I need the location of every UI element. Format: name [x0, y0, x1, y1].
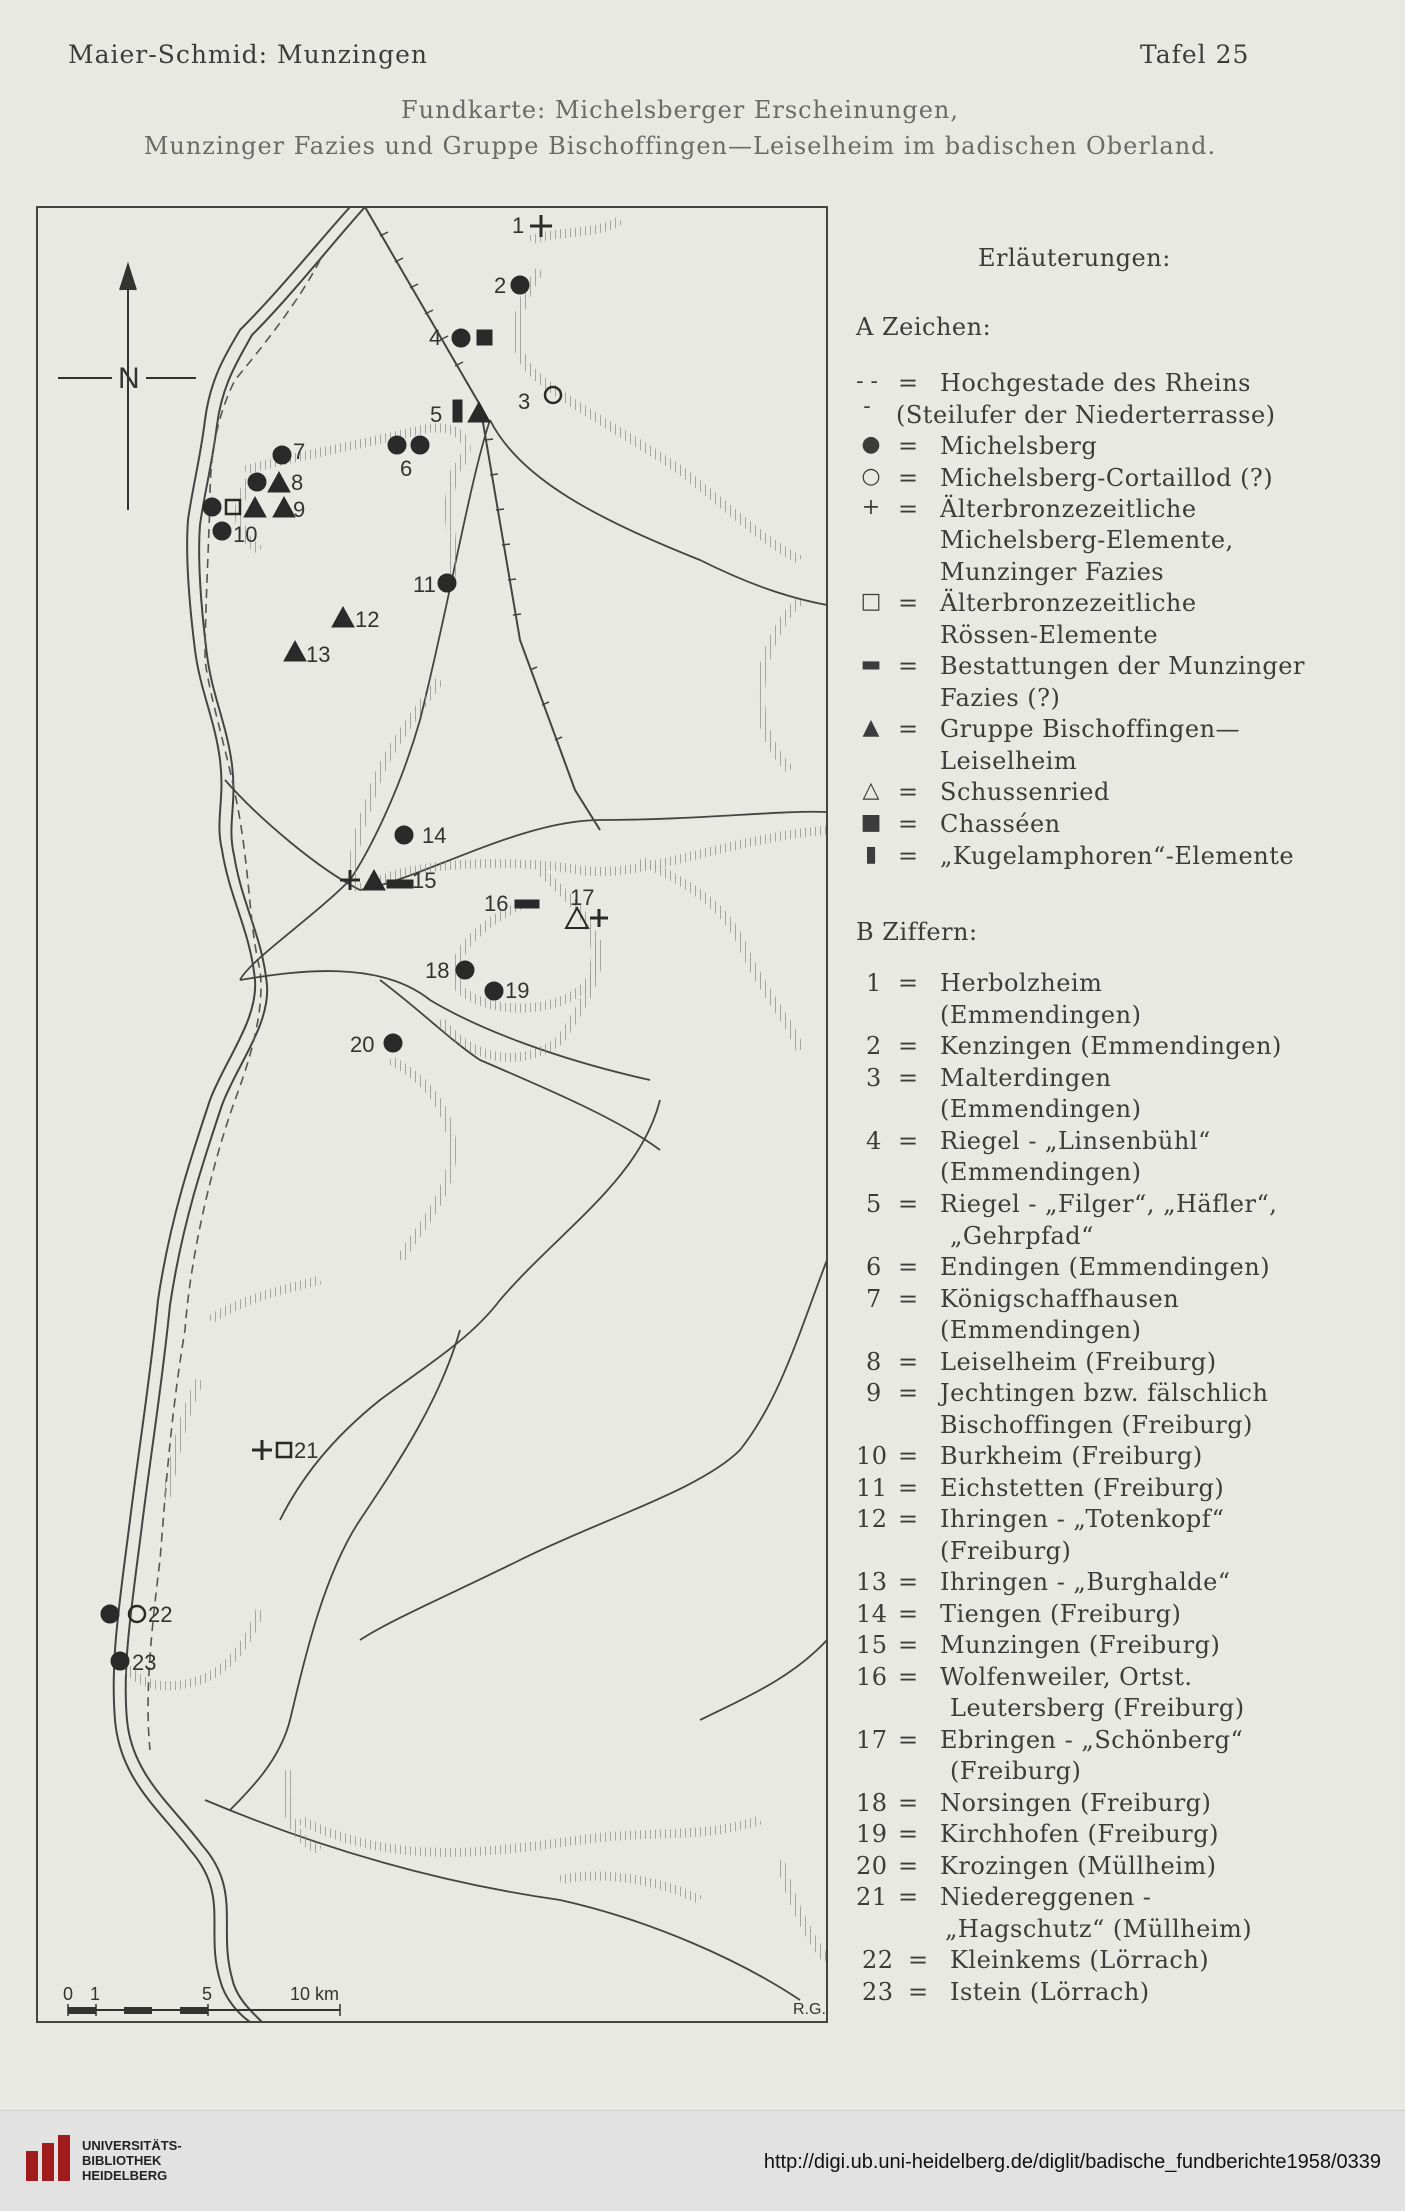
site-6-michelsberg-b — [411, 436, 429, 454]
entry-number: 16 — [856, 1663, 888, 1691]
entry-number: 17 — [856, 1726, 888, 1754]
entry-text: Ebringen - „Schönberg“ — [940, 1726, 1244, 1754]
site-label-22: 22 — [148, 1602, 173, 1627]
site-19-michelsberg — [485, 982, 503, 1000]
entry-number: 20 — [856, 1852, 888, 1880]
site-14-michelsberg — [395, 826, 413, 844]
site-4-chasseen — [477, 330, 492, 345]
site-label-16: 16 — [484, 891, 509, 916]
entry-text-2: (Emmendingen) — [940, 1095, 1142, 1123]
site-label-10: 10 — [233, 522, 258, 547]
library-name: UNIVERSITÄTS- BIBLIOTHEK HEIDELBERG — [82, 2138, 182, 2183]
page: Maier-Schmid: Munzingen Tafel 25 Fundkarte: Michelsberger Erscheinungen, Munzinger Fazies und Gruppe Bischoffingen—Leiselheim im badischen Oberland. N 0 1 5 10 km R.G. 1 2 3 4 5 6 7 8 9 10 11 12 13 14 15 16 17 18 19 20 21 22 23 Erläuterungen: A Zeichen: - - - = Hochgestade des Rheins (Steilufer der Niederterrasse) ● = Michelsberg ○ = Michelsberg-Cortaillod (?) + = Älterbronzezeitliche Michelsberg-Elemente, Munzinger Fazies □ = Älterbronzezeitliche Rössen-Elemente ▬ = Bestattungen der Munzinger Fazies (?) ▲ = Gruppe Bischoffingen— Leiselheim △ = Schussenried ■ = Chasséen ▮ = „Kugelamphoren“-Elemente B Ziffern: 1 = Herbolzheim (Emmendingen) 2 = Kenzingen (Emmendingen) 3 = Malterdingen (Emmendingen) 4 = Riegel - „Linsenbühl“ (Emmendingen) 5 = Riegel - „Filger“, „Häfler“, „Gehrpfad“ 6 = Endingen (Emmendingen) 7 = Königschaffhausen (Emmendingen) 8 = Leiselheim (Freiburg) 9 = Jechtingen bzw. fälschlich Bischoffingen (Freiburg) 10 = Burkheim (Freiburg) 11 = Eichstetten (Freiburg) 12 = Ihringen - „Totenkopf“ (Freiburg) 13 = Ihringen - „Burghalde“ 14 = Tiengen (Freiburg) 15 = Munzingen (Freiburg) 16 = Wolfenweiler, Ortst. Leutersberg (Freiburg) 17 = Ebringen - „Schönberg“ (Freiburg) 18 = Norsingen (Freiburg) 19 = Kirchhofen (Freiburg) 20 = Krozingen (Müllheim) 21 = Niedereggenen - „Hagschutz“ (Müllheim) 22 = Kleinkems (Lörrach) 23 = Istein (Lörrach) — [0, 0, 1405, 2110]
entry-text: Königschaffhausen — [940, 1285, 1180, 1313]
site-label-18: 18 — [425, 958, 450, 983]
site-label-12: 12 — [355, 607, 380, 632]
legend-panel: Erläuterungen: A Zeichen: - - - = Hochgestade des Rheins (Steilufer der Niederterrasse) ● = Michelsberg ○ = Michelsberg-Cortaillod (?) + = Älterbronzezeitliche Michelsberg-Elemente, Munzinger Fazies □ = Älterbronzezeitliche Rössen-Elemente ▬ = Bestattungen der Munzinger Fazies (?) ▲ = Gruppe Bischoffingen— Leiselheim △ = Schussenried ■ = Chasséen ▮ = „Kugelamphoren“-Elemente B Ziffern: — [0, 0, 1405, 2110]
legend-text-bestattungen-1: Bestattungen der Munzinger — [940, 652, 1305, 680]
site-2-michelsberg — [511, 276, 529, 294]
legend-sym-schussenried: △ — [862, 778, 880, 803]
ub-heidelberg-logo-icon[interactable] — [22, 2133, 74, 2185]
railway-ticks — [380, 232, 562, 740]
legend-text-bronze-2: Michelsberg-Elemente, — [940, 526, 1234, 554]
running-header-right: Tafel 25 — [1140, 40, 1250, 69]
entry-text: Kirchhofen (Freiburg) — [940, 1820, 1219, 1848]
scale-label-1: 1 — [90, 1984, 101, 2004]
legend-text-bronze-1: Älterbronzezeitliche — [940, 495, 1197, 523]
site-label-1: 1 — [512, 213, 525, 238]
site-label-3: 3 — [518, 389, 531, 414]
site-label-7: 7 — [293, 439, 306, 464]
site-label-5: 5 — [430, 402, 443, 427]
legend-text-hochgestade: Hochgestade des Rheins — [940, 369, 1251, 397]
entry-text: Kleinkems (Lörrach) — [950, 1946, 1210, 1974]
map-credit: R.G. — [793, 2001, 826, 2018]
entry-number: 2 — [866, 1032, 882, 1060]
site-21-roessen — [277, 1443, 291, 1457]
entry-text-2: (Emmendingen) — [940, 1158, 1142, 1186]
site-label-21: 21 — [294, 1438, 319, 1463]
legend-sym-cortaillod: ○ — [861, 464, 881, 489]
rhine-river — [114, 207, 365, 2022]
entry-number: 12 — [856, 1505, 888, 1533]
legend-text-bischoffingen-1: Gruppe Bischoffingen— — [940, 715, 1241, 743]
legend-sym-bestattungen: ▬ — [860, 652, 882, 677]
legend-sym-roessen: □ — [860, 589, 882, 614]
site-12-bischoffingen — [332, 607, 354, 627]
site-20-michelsberg — [384, 1034, 402, 1052]
entry-text-2: (Emmendingen) — [940, 1001, 1142, 1029]
site-13-bischoffingen — [284, 641, 306, 661]
site-label-14: 14 — [422, 823, 447, 848]
site-4-michelsberg — [452, 329, 470, 347]
legend-heading: Erläuterungen: — [978, 244, 1171, 272]
entry-text: Ihringen - „Burghalde“ — [940, 1568, 1231, 1596]
entry-number: 13 — [856, 1568, 888, 1596]
legend-text-cortaillod: Michelsberg-Cortaillod (?) — [940, 464, 1274, 492]
entry-text: Herbolzheim — [940, 969, 1103, 997]
site-18-michelsberg — [456, 961, 474, 979]
legend-text-michelsberg: Michelsberg — [940, 432, 1098, 460]
scale-label-0: 0 — [63, 1984, 74, 2004]
entry-text-2: (Emmendingen) — [940, 1316, 1142, 1344]
site-23-michelsberg — [111, 1652, 129, 1670]
entry-number: 10 — [856, 1442, 888, 1470]
site-label-20: 20 — [350, 1032, 375, 1057]
site-21-cross — [252, 1440, 272, 1460]
legend-text-chasseen: Chasséen — [940, 810, 1061, 838]
entry-number: 22 — [862, 1946, 894, 1974]
entry-text-2: „Gehrpfad“ — [950, 1222, 1094, 1250]
site-9-michelsberg — [203, 498, 221, 516]
entry-text: Riegel - „Linsenbühl“ — [940, 1127, 1211, 1155]
entry-text: Riegel - „Filger“, „Häfler“, — [940, 1190, 1278, 1218]
site-label-11: 11 — [413, 572, 436, 597]
legend-text-kugelamphoren: „Kugelamphoren“-Elemente — [940, 842, 1295, 870]
permalink-url[interactable]: http://digi.ub.uni-heidelberg.de/diglit/badische_fundberichte1958/0339 — [763, 2151, 1381, 2173]
legend-eq: = — [898, 369, 919, 397]
entry-text: Istein (Lörrach) — [950, 1978, 1150, 2006]
map-title-line1: Fundkarte: Michelsberger Erscheinungen, — [401, 96, 959, 124]
entry-text: Tiengen (Freiburg) — [940, 1600, 1182, 1628]
site-7-michelsberg — [273, 446, 291, 464]
legend-sym-kugelamphoren: ▮ — [864, 842, 878, 867]
legend-sym-chasseen: ■ — [860, 810, 882, 835]
entry-number: 5 — [866, 1190, 882, 1218]
legend-section-a: A Zeichen: — [856, 313, 992, 341]
entry-text-2: (Freiburg) — [950, 1757, 1082, 1785]
entry-text: Ihringen - „Totenkopf“ — [940, 1505, 1225, 1533]
entry-number: 6 — [866, 1253, 882, 1281]
entry-text: Wolfenweiler, Ortst. — [940, 1663, 1193, 1691]
legend-section-b: B Ziffern: — [856, 918, 978, 946]
site-label-2: 2 — [494, 273, 507, 298]
site-11-michelsberg — [438, 574, 456, 592]
entry-text: Endingen (Emmendingen) — [940, 1253, 1271, 1281]
entry-number: 15 — [856, 1631, 888, 1659]
entry-text: Munzingen (Freiburg) — [940, 1631, 1221, 1659]
entry-text: Leiselheim (Freiburg) — [940, 1348, 1217, 1376]
legend-sym-dashed: - - - — [856, 369, 878, 419]
site-label-23: 23 — [132, 1650, 157, 1675]
legend-text-bronze-3: Munzinger Fazies — [940, 558, 1165, 586]
site-label-17: 17 — [570, 885, 595, 910]
north-label: N — [118, 362, 140, 395]
legend-text-bischoffingen-2: Leiselheim — [940, 747, 1078, 775]
entry-text-2: „Hagschutz“ (Müllheim) — [945, 1915, 1253, 1943]
site-9-bischoffingen-b — [273, 497, 295, 517]
entry-number: 9 — [866, 1379, 882, 1407]
legend-text-roessen-2: Rössen-Elemente — [940, 621, 1159, 649]
viewer-footer — [0, 2110, 1405, 2211]
site-8-michelsberg — [248, 473, 266, 491]
entry-text: Niedereggenen - — [940, 1883, 1152, 1911]
entry-number: 7 — [866, 1285, 882, 1313]
entry-number: 18 — [856, 1789, 888, 1817]
map-frame — [37, 207, 827, 2022]
entry-number: 14 — [856, 1600, 888, 1628]
entry-number: 21 — [856, 1883, 888, 1911]
site-8-bischoffingen — [268, 472, 290, 492]
legend-text-roessen-1: Älterbronzezeitliche — [940, 589, 1197, 617]
entry-number: 8 — [866, 1348, 882, 1376]
legend-sym-bischoffingen: ▲ — [862, 715, 880, 740]
site-label-4: 4 — [429, 325, 442, 350]
site-label-13: 13 — [306, 642, 331, 667]
legend-text-hochgestade-2: (Steilufer der Niederterrasse) — [896, 401, 1276, 429]
site-5-kugelamphoren — [453, 400, 462, 422]
entry-number: 19 — [856, 1820, 888, 1848]
map-title-line2: Munzinger Fazies und Gruppe Bischoffingen—Leiselheim im badischen Oberland. — [143, 132, 1217, 160]
site-label-9: 9 — [293, 497, 306, 522]
site-label-19: 19 — [505, 978, 530, 1003]
entry-number: 11 — [856, 1474, 888, 1502]
legend-sym-michelsberg: ● — [861, 432, 881, 457]
entry-number: 3 — [866, 1064, 882, 1092]
entry-text: Kenzingen (Emmendingen) — [940, 1032, 1282, 1060]
site-9-bischoffingen-a — [244, 497, 266, 517]
site-15-bestattung — [387, 880, 413, 888]
running-header-left: Maier-Schmid: Munzingen — [68, 40, 428, 69]
entry-number: 23 — [862, 1978, 894, 2006]
entry-text-2: Leutersberg (Freiburg) — [950, 1694, 1245, 1722]
entry-text: Malterdingen — [940, 1064, 1112, 1092]
legend-text-schussenried: Schussenried — [940, 778, 1110, 806]
site-10-michelsberg — [213, 522, 231, 540]
entry-number: 1 — [866, 969, 882, 997]
entry-text-2: (Freiburg) — [940, 1537, 1072, 1565]
entry-text-2: Bischoffingen (Freiburg) — [940, 1411, 1253, 1439]
entry-text: Krozingen (Müllheim) — [940, 1852, 1217, 1880]
entry-number: 4 — [866, 1127, 882, 1155]
entry-text: Burkheim (Freiburg) — [940, 1442, 1203, 1470]
site-5-bischoffingen — [468, 402, 490, 422]
site-label-8: 8 — [291, 470, 304, 495]
entry-text: Norsingen (Freiburg) — [940, 1789, 1212, 1817]
site-labels — [132, 213, 594, 1675]
legend-text-bestattungen-2: Fazies (?) — [940, 684, 1061, 712]
site-6-michelsberg-a — [388, 436, 406, 454]
scale-bar — [68, 2004, 340, 2016]
site-16-bestattung — [515, 900, 539, 908]
scale-label-5: 5 — [202, 1984, 213, 2004]
site-label-6: 6 — [400, 456, 413, 481]
entry-text: Jechtingen bzw. fälschlich — [940, 1379, 1269, 1407]
scale-label-10: 10 km — [290, 1984, 340, 2004]
entry-text: Eichstetten (Freiburg) — [940, 1474, 1225, 1502]
site-22-michelsberg — [101, 1605, 119, 1623]
legend-sym-bronze-michelsberg: + — [861, 495, 881, 520]
site-label-15: 15 — [412, 868, 437, 893]
